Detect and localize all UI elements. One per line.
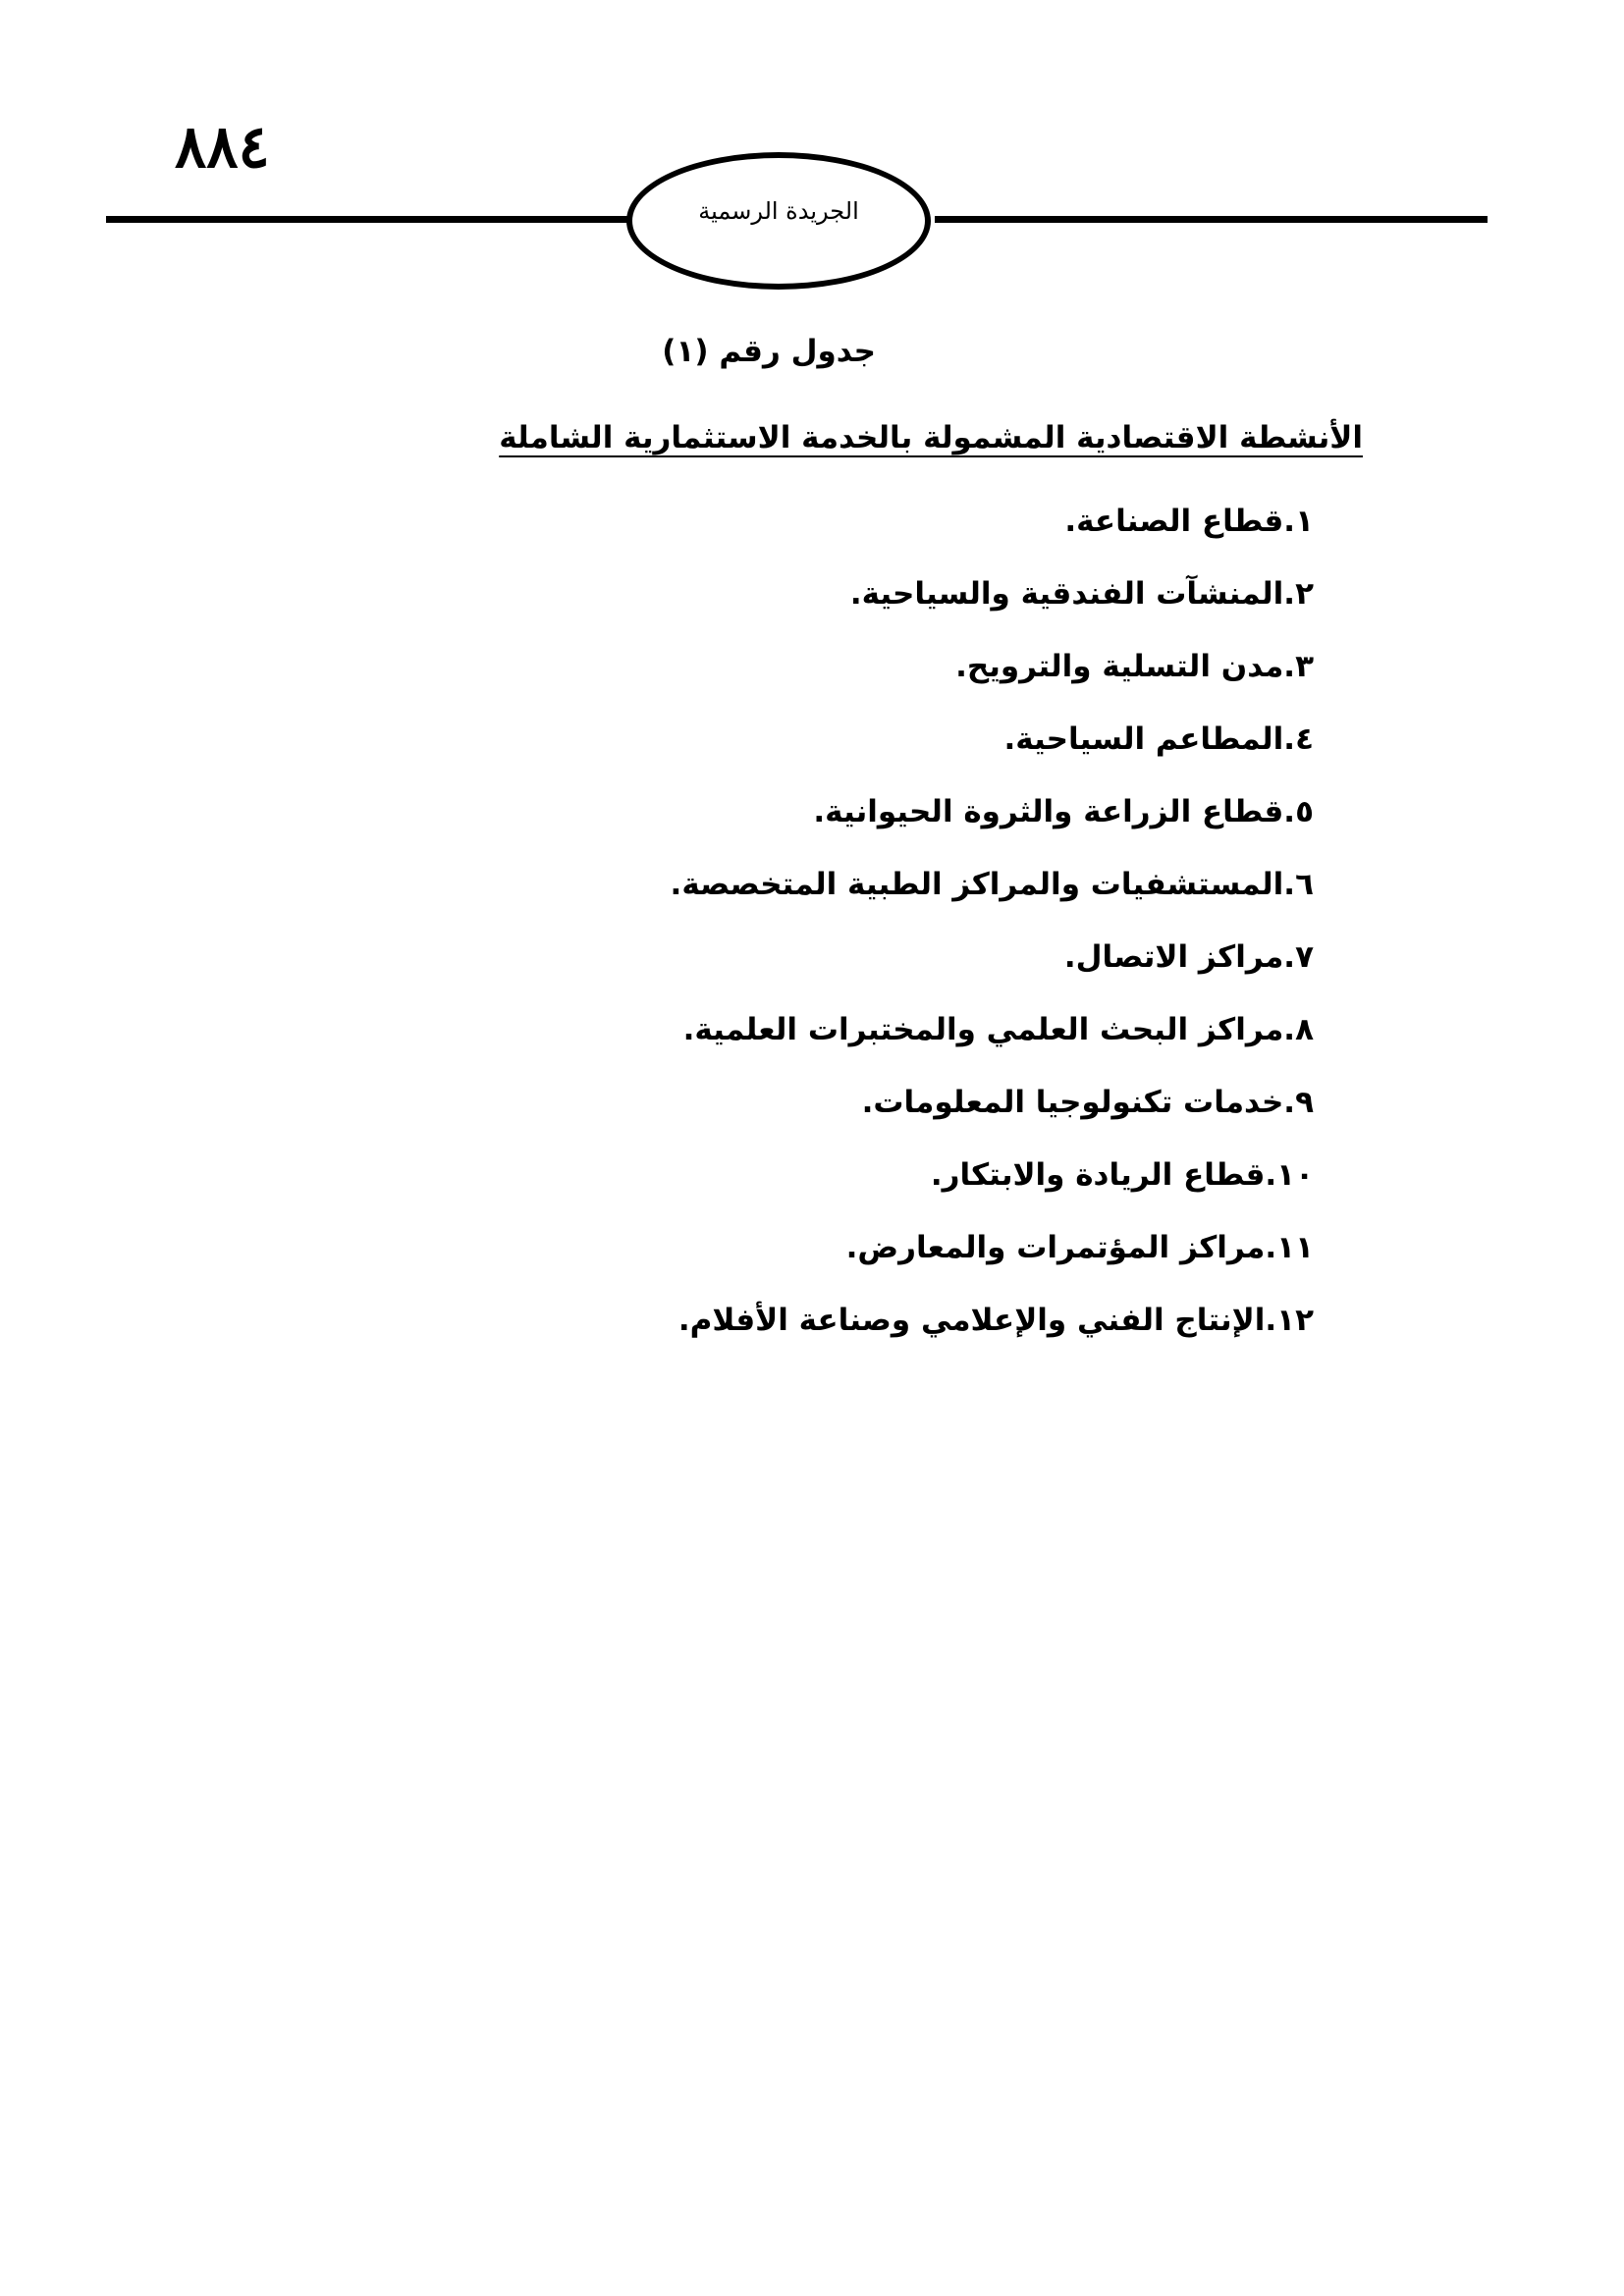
list-item: ٧.مراكز الاتصال.: [1063, 939, 1314, 975]
list-item: ٦.المستشفيات والمراكز الطبية المتخصصة.: [670, 867, 1314, 902]
list-item: ١١.مراكز المؤتمرات والمعارض.: [845, 1230, 1314, 1265]
list-item: ١٢.الإنتاج الفني والإعلامي وصناعة الأفلام.: [677, 1303, 1314, 1338]
list-item: ١.قطاع الصناعة.: [1064, 504, 1314, 539]
header-rule-right: [935, 216, 1488, 223]
list-item: ٣.مدن التسلية والترويح.: [955, 649, 1314, 684]
list-item: ٨.مراكز البحث العلمي والمختبرات العلمية.: [682, 1012, 1314, 1047]
table-title: جدول رقم (١): [662, 334, 876, 369]
list-item: ٥.قطاع الزراعة والثروة الحيوانية.: [813, 794, 1314, 829]
list-item: ٢.المنشآت الفندقية والسياحية.: [849, 576, 1314, 612]
header-rule-left: [106, 216, 631, 223]
masthead-oval: [626, 152, 931, 290]
page-number: ٨٨٤: [175, 113, 270, 182]
activity-list: [671, 489, 1314, 1361]
list-item: ١٠.قطاع الريادة والابتكار.: [930, 1157, 1314, 1193]
masthead-title: الجريدة الرسمية: [698, 197, 859, 225]
section-heading: الأنشطة الاقتصادية المشمولة بالخدمة الاستثمارية الشاملة: [499, 420, 1363, 455]
list-item: ٩.خدمات تكنولوجيا المعلومات.: [861, 1085, 1314, 1120]
list-item: ٤.المطاعم السياحية.: [1003, 721, 1314, 757]
